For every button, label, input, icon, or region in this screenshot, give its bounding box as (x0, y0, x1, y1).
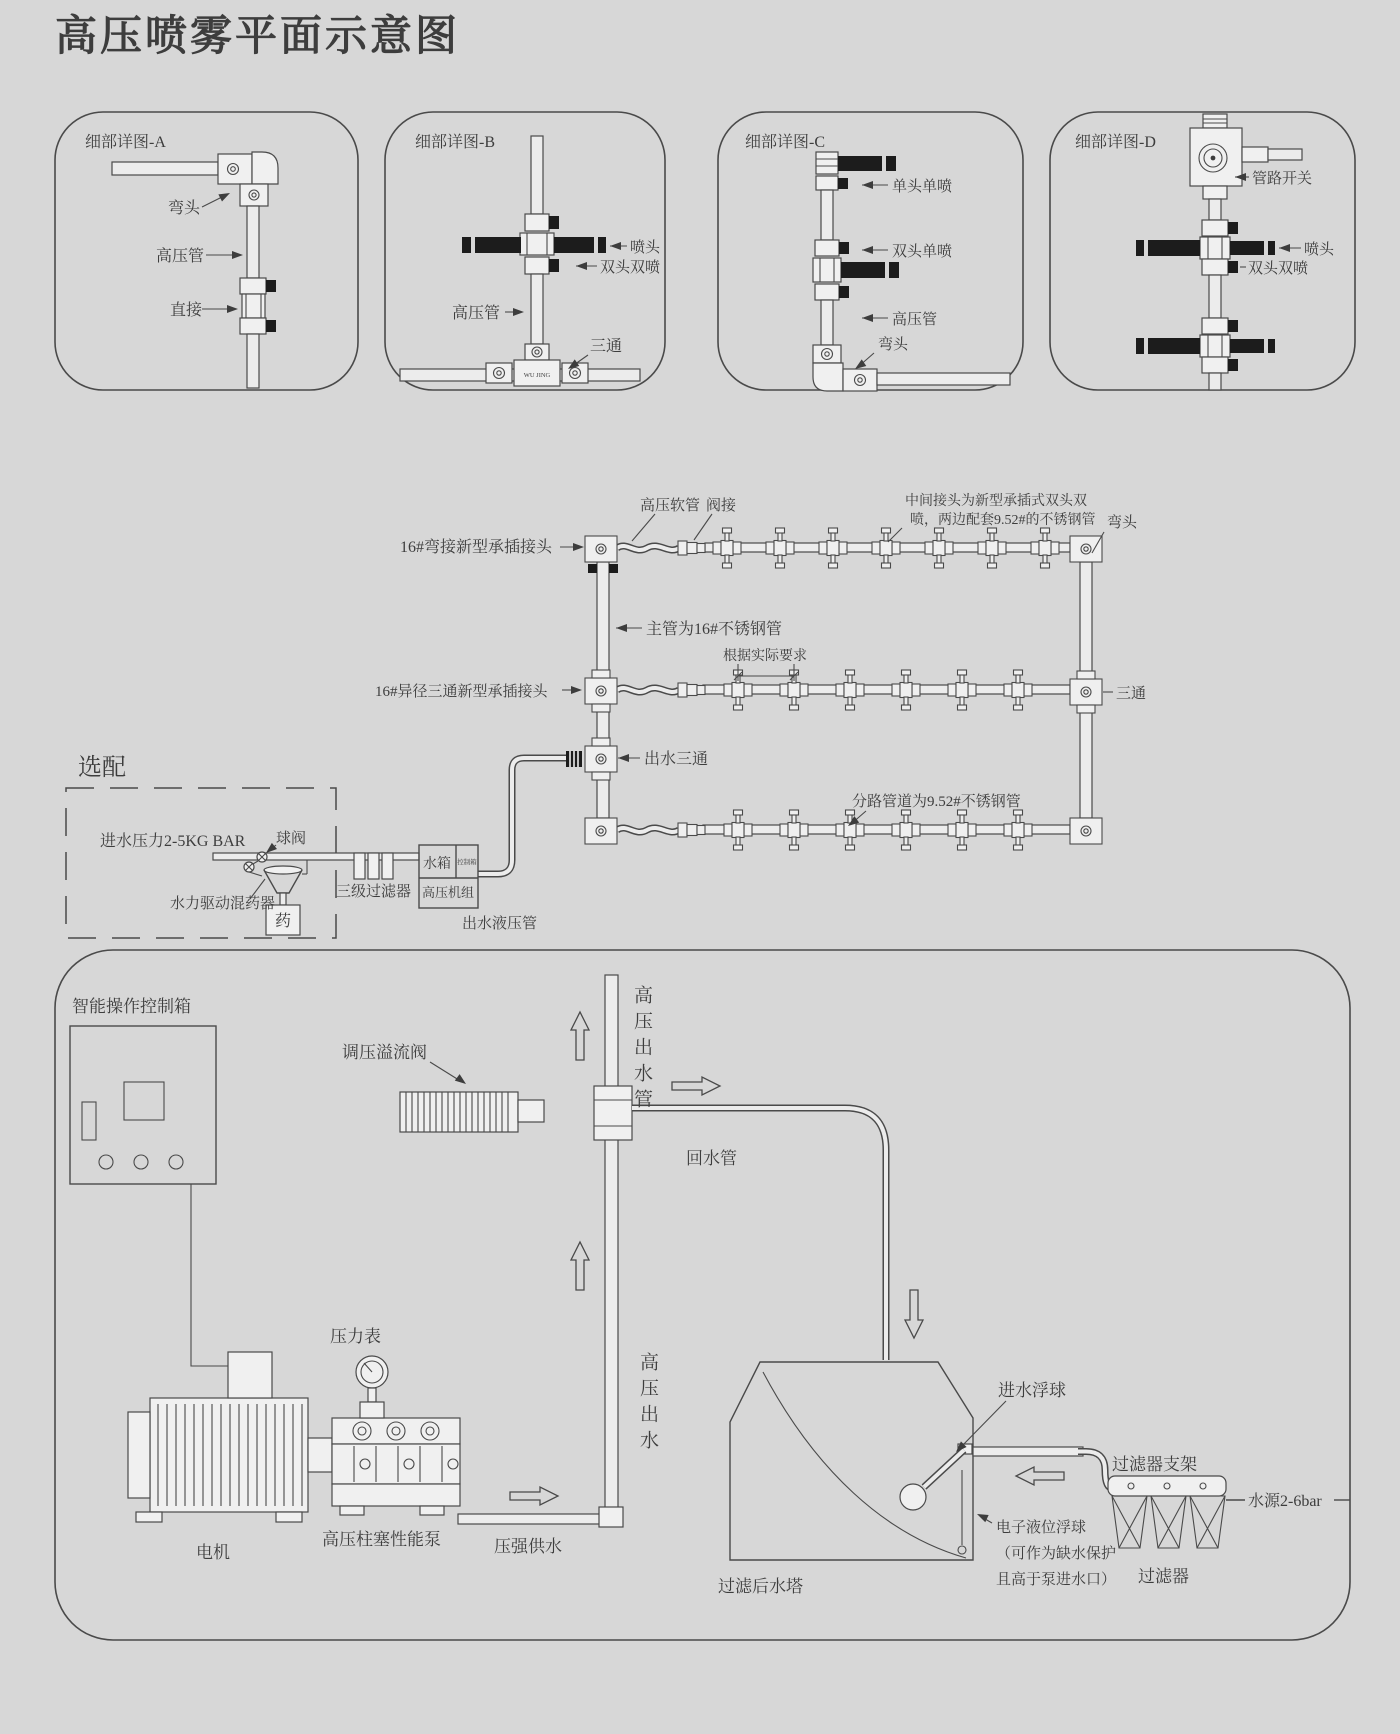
elbow-bottom (585, 818, 617, 844)
panel-a-pipe-label: 高压管 (156, 248, 205, 265)
page-title: 高压喷雾平面示意图 (55, 12, 461, 59)
panel-d-switch-label: 管路开关 (1252, 171, 1313, 187)
outlet-tee (585, 738, 617, 780)
tank-cell-label: 水箱 (423, 857, 451, 872)
panel-a-elbow-label: 弯头 (168, 200, 201, 217)
tee-right (1070, 671, 1102, 713)
return-pipe-label: 回水管 (686, 1149, 737, 1168)
panel-b-nozzle-label: 喷头 (630, 240, 661, 256)
tee-right-label: 三通 (1116, 686, 1147, 702)
relief-valve-label: 调压溢流阀 (342, 1043, 427, 1062)
panel-b-pipe-label: 高压管 (452, 305, 501, 322)
flow-arrow-return (672, 1077, 720, 1095)
flow-arrow-right (510, 1487, 558, 1505)
detail-panel-d (1050, 112, 1355, 390)
supply-label: 压强供水 (494, 1537, 562, 1556)
chemical-label: 药 (274, 913, 292, 930)
main-pipe-label: 主管为16#不锈钢管 (646, 621, 783, 638)
panel-b-title: 细部详图-B (415, 134, 496, 151)
mid-note-line1: 中间接头为新型承插式双头双 (905, 494, 1087, 509)
elbow-right (1070, 536, 1102, 562)
elbow-joint-label: 16#弯接新型承插接头 (400, 539, 553, 556)
control-cell-label: 控制箱 (457, 859, 477, 866)
panel-d-title: 细部详图-D (1075, 134, 1156, 151)
pump-unit-box (419, 845, 478, 908)
panel-c-dualsingle-label: 双头单喷 (892, 244, 953, 260)
panel-d-dualdual-label: 双头双喷 (1248, 261, 1309, 277)
ball-valve-label: 球阀 (276, 831, 307, 847)
filter-label: 过滤器 (1138, 1567, 1189, 1586)
motor (128, 1352, 332, 1522)
water-tower (730, 1362, 973, 1560)
panel-d-nozzle-label: 喷头 (1304, 242, 1335, 258)
flow-arrow-left (1016, 1467, 1064, 1485)
panel-a-straight-label: 直接 (170, 302, 203, 319)
pump (332, 1418, 460, 1515)
control-box (70, 1026, 216, 1184)
panel-a-title: 细部详图-A (85, 134, 166, 151)
three-stage-filter (354, 853, 393, 879)
panel-c-singlesingle-label: 单头单喷 (892, 179, 953, 195)
reducing-tee (585, 670, 617, 712)
hp-outlet-label: 高压出水 (637, 1352, 658, 1456)
hp-outlet-pipe-label: 高压出水管 (631, 985, 652, 1115)
optional-section (66, 754, 537, 938)
hp-riser-pipe (605, 975, 618, 1518)
outlet-tee-label: 出水三通 (644, 751, 709, 768)
branch-note-label: 分路管道为9.52#不锈钢管 (852, 794, 1021, 810)
elbow-bottom-right (1070, 818, 1102, 844)
mid-note-line2: 喷，两边配套9.52#的不锈钢管 (910, 513, 1096, 528)
valve-joint-fitting (678, 683, 705, 697)
detail-panel-b (385, 112, 665, 390)
valve-joint-fitting (678, 823, 705, 837)
elbow-joint (585, 536, 617, 562)
control-box-label: 智能操作控制箱 (72, 997, 191, 1016)
flow-arrow-up-1 (571, 1012, 589, 1060)
mixer-label: 水力驱动混药器 (170, 896, 276, 912)
inlet-float-label: 进水浮球 (998, 1381, 1066, 1400)
motor-label: 电机 (196, 1543, 230, 1562)
hose-label: 高压软管 (640, 498, 701, 514)
flow-arrow-down (905, 1290, 923, 1338)
system-panel (55, 950, 1350, 1640)
piping-plan (375, 492, 1146, 874)
reducing-tee-label: 16#异径三通新型承插接头 (375, 684, 548, 700)
level-note-2: （可作为缺水保护 (996, 1546, 1117, 1562)
relief-valve (400, 1086, 632, 1140)
level-note-1: 电子液位浮球 (996, 1520, 1087, 1536)
valve-joint-fitting (678, 541, 705, 555)
panel-b-dualdual-label: 双头双喷 (600, 260, 661, 276)
filter-bracket-label: 过滤器支架 (1112, 1455, 1197, 1474)
tower-label: 过滤后水塔 (718, 1577, 803, 1596)
level-note-3: 且高于泵进水口） (996, 1572, 1117, 1588)
control-cable (191, 1184, 240, 1366)
panel-b-fitting-mark: WU JING (523, 372, 551, 379)
panel-c-title: 细部详图-C (745, 134, 826, 151)
outlet-pipe-label: 出水液压管 (462, 916, 538, 932)
flow-arrow-up-2 (571, 1242, 589, 1290)
actual-req-label: 根据实际要求 (723, 649, 807, 664)
inlet-pressure-label: 进水压力2-5KG BAR (100, 833, 246, 850)
inlet-float (900, 1444, 972, 1510)
detail-panel-a (55, 112, 358, 390)
hp-unit-cell-label: 高压机组 (421, 885, 475, 900)
panel-c-elbow-label: 弯头 (878, 337, 909, 353)
panel-c-pipe-label: 高压管 (892, 312, 938, 328)
pump-label: 高压柱塞性能泵 (322, 1530, 441, 1549)
panel-b-tee-label: 三通 (590, 338, 623, 355)
pressure-gauge (356, 1356, 388, 1418)
water-source-label: 水源2-6bar (1248, 1493, 1322, 1510)
filter3-label: 三级过滤器 (336, 884, 412, 900)
filter-bank (1108, 1476, 1226, 1548)
gauge-label: 压力表 (330, 1327, 381, 1346)
valve-joint-label: 阀接 (706, 498, 737, 514)
optional-title: 选配 (78, 755, 126, 781)
detail-panel-c (718, 112, 1023, 391)
elbow-right-label: 弯头 (1107, 515, 1138, 531)
